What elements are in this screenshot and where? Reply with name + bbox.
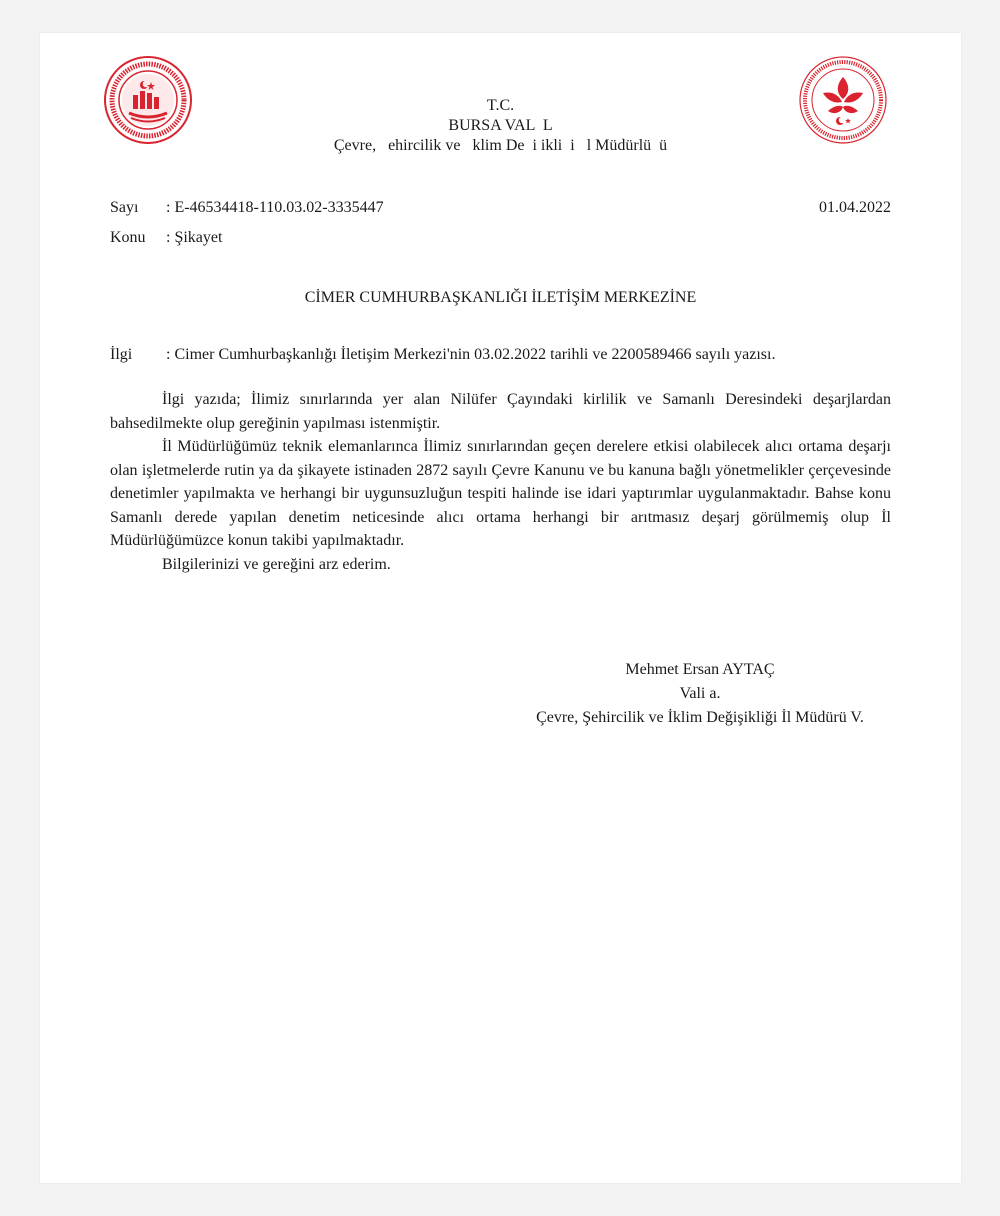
sayi-value: : E-46534418-110.03.02-3335447 [166, 199, 384, 216]
sayi-label: Sayı [110, 199, 139, 216]
signatory-name: Mehmet Ersan AYTAÇ [625, 661, 775, 678]
ilgi-label: İlgi [110, 346, 133, 363]
letter-body [110, 388, 891, 576]
signature-block [500, 658, 900, 730]
letterhead-line-tc: T.C. [486, 97, 515, 114]
ilgi-value: : Cimer Cumhurbaşkanlığı İletişim Merkezi'nin 03.02.2022 tarihli ve 2200589466 sayılı yazısı. [166, 346, 776, 363]
konu-value: : Şikayet [166, 229, 223, 246]
document-date: 01.04.2022 [819, 199, 891, 216]
letterhead [40, 96, 961, 156]
body-paragraph-2: İl Müdürlüğümüz teknik elemanlarınca İlimiz sınırlarından geçen derelere etkisi olabilecek alıcı ortama deşarjı olan işletmelerde rutin ya da şikayete istinaden 2872 sayılı Çevre Kanunu ve bu kanuna bağlı yönetmelikler çerçevesinde denetimler yapılmakta ve herhangi bir uygunsuzluğun tespiti halinde ise idari yaptırımlar uygulanmaktadır. Bahse konu Samanlı derede yapılan denetim neticesinde alıcı ortama herhangi bir arıtmasız deşarj görülmemiş olup İl Müdürlüğümüzce konun takibi yapılmaktadır. [110, 438, 891, 549]
signatory-title: Çevre, Şehircilik ve İklim Değişikliği İl Müdürü V. [536, 709, 864, 726]
signatory-role: Vali a. [679, 685, 721, 702]
document-page [40, 33, 961, 1183]
body-paragraph-1: İlgi yazıda; İlimiz sınırlarında yer alan Nilüfer Çayındaki kirlilik ve Samanlı Deresindeki deşarjlardan bahsedilmekte olup gereğinin yapılması istenmiştir. [110, 391, 891, 432]
konu-label: Konu [110, 229, 146, 246]
recipient-heading: CİMER CUMHURBAŞKANLIĞI İLETİŞİM MERKEZİNE [304, 289, 697, 306]
letterhead-line-governorship: BURSA VAL L [448, 117, 553, 134]
letterhead-line-directorate: Çevre, ehircilik ve klim De i ikli i l Müdürlü ü [333, 137, 668, 154]
closing-line: Bilgilerinizi ve gereğini arz ederim. [162, 555, 391, 573]
